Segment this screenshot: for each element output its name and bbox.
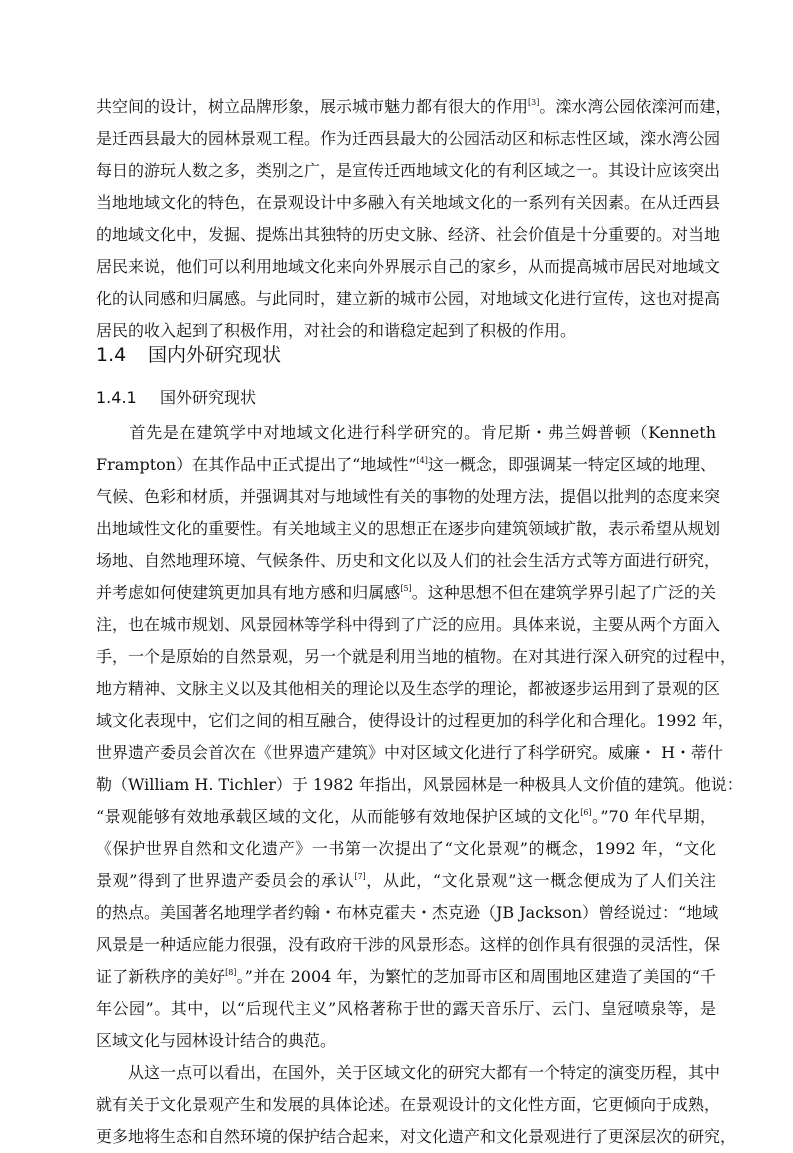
line-text-continued: 。”并在 2004 年，为繁忙的芝加哥市区和周围地区建造了美国的“千 — [236, 967, 716, 986]
line-text: 就有关于文化景观产生和发展的具体论述。在景观设计的文化性方面，它更倾向于成熟， — [96, 1095, 721, 1114]
line-text: 风景是一种适应能力很强，没有政府干涉的风景形态。这样的创作具有很强的灵活性，保 — [96, 935, 721, 954]
line-text: 是迁西县最大的园林景观工程。作为迁西县最大的公园活动区和标志性区域，滦水湾公园 — [96, 129, 721, 148]
line-text: 当地地域文化的特色，在景观设计中多融入有关地域文化的一系列有关因素。在从迁西县 — [96, 193, 721, 212]
line-text: 区域文化与园林设计结合的典范。 — [96, 1031, 337, 1050]
text-line — [96, 737, 724, 769]
line-text: 地方精神、文脉主义以及其他相关的理论以及生态学的理论，都被逐步运用到了景观的区 — [96, 679, 721, 698]
citation-marker: [6] — [580, 808, 592, 817]
text-line — [96, 123, 721, 155]
text-line — [96, 769, 743, 801]
text-line — [96, 833, 716, 865]
text-line — [96, 1089, 721, 1121]
text-line — [96, 609, 721, 641]
citation-marker: [3] — [528, 98, 540, 107]
line-text: 气候、色彩和材质，并强调其对与地域性有关的事物的处理方法，提倡以批判的态度来突 — [96, 487, 721, 506]
text-line — [96, 219, 721, 251]
line-text-continued: 。滦水湾公园依滦河而建， — [539, 97, 732, 116]
text-line — [96, 251, 721, 283]
text-line — [96, 1121, 737, 1153]
subsection-title: 国外研究现状 — [160, 388, 257, 407]
line-text: 《保护世界自然和文化遗产》一书第一次提出了“文化景观”的概念，1992 年，“文化 — [96, 839, 716, 858]
line-text: 域文化表现中，它们之间的相互融合，使得设计的过程更加的科学化和合理化。1992 年， — [96, 711, 734, 730]
line-text-continued: 。”70 年代早期， — [591, 807, 716, 826]
line-text: 每日的游玩人数之多，类别之广，是宣传迁西地域文化的有利区域之一。其设计应该突出 — [96, 161, 721, 180]
text-line — [96, 801, 716, 833]
text-line — [96, 283, 721, 315]
line-text: 手，一个是原始的自然景观，另一个就是利用当地的植物。在对其进行深入研究的过程中， — [96, 647, 737, 666]
line-text: 化的认同感和归属感。与此同时，建立新的城市公园，对地域文化进行宣传，这也对提高 — [96, 289, 721, 308]
text-line — [96, 449, 716, 481]
text-line — [96, 91, 732, 123]
text-line — [96, 993, 716, 1025]
line-text: 勒（William H. Tichler）于 1982 年指出，风景园林是一种极具人文价值的建筑。他说： — [96, 775, 743, 794]
text-line — [96, 1025, 716, 1057]
line-text: “景观能够有效地承载区域的文化，从而能够有效地保护区域的文化 — [96, 807, 581, 826]
line-text: 更多地将生态和自然环境的保护结合起来，对文化遗产和文化景观进行了更深层次的研究， — [96, 1127, 737, 1146]
text-line — [96, 481, 721, 513]
line-text: 共空间的设计，树立品牌形象，展示城市魅力都有很大的作用 — [96, 97, 529, 116]
line-text: 居民的收入起到了积极作用，对社会的和谐稳定起到了积极的作用。 — [96, 321, 577, 340]
text-line — [96, 513, 721, 545]
text-line — [96, 705, 734, 737]
section-number: 1.4 — [96, 344, 127, 366]
subsection-number: 1.4.1 — [96, 388, 137, 407]
line-text-continued: 。这种思想不但在建筑学界引起了广泛的关 — [411, 583, 716, 602]
line-text: 的热点。美国著名地理学者约翰・布林克霍夫・杰克逊（JB Jackson）曾经说过：“地域 — [96, 903, 719, 922]
line-text: Frampton）在其作品中正式提出了“地域性” — [96, 455, 417, 474]
line-text: 并考虑如何使建筑更加具有地方感和归属感 — [96, 583, 401, 602]
text-line — [96, 929, 721, 961]
subsection-heading-1-4-1 — [96, 384, 256, 412]
line-text-continued: 这一概念，即强调某一特定区域的地理、 — [427, 455, 716, 474]
citation-marker: [7] — [354, 872, 366, 881]
line-text: 从这一点可以看出，在国外，关于区域文化的研究大都有一个特定的演变历程，其中 — [96, 1063, 721, 1082]
text-line — [96, 417, 716, 449]
text-line — [96, 187, 721, 219]
text-line — [96, 1057, 721, 1089]
citation-marker: [8] — [225, 968, 237, 977]
citation-marker: [4] — [416, 456, 428, 465]
line-text: 世界遗产委员会首次在《世界遗产建筑》中对区域文化进行了科学研究。威廉・ H・蒂什 — [96, 743, 724, 762]
text-line — [96, 577, 716, 609]
text-line — [96, 641, 737, 673]
line-text: 居民来说，他们可以利用地域文化来向外界展示自己的家乡，从而提高城市居民对地域文 — [96, 257, 721, 276]
line-text: 景观”得到了世界遗产委员会的承认 — [96, 871, 355, 890]
text-line — [96, 673, 721, 705]
text-line — [96, 961, 716, 993]
section-1-3-tail-paragraph — [96, 91, 732, 347]
line-text: 证了新秩序的美好 — [96, 967, 226, 986]
text-line — [96, 155, 721, 187]
text-line — [96, 865, 716, 897]
line-text: 首先是在建筑学中对地域文化进行科学研究的。肯尼斯・弗兰姆普顿（Kenneth — [96, 423, 716, 442]
foreign-research-paragraph-2 — [96, 1057, 737, 1153]
section-heading-1-4 — [96, 340, 281, 370]
text-line — [96, 545, 721, 577]
text-line — [96, 897, 719, 929]
line-text: 的地域文化中，发掘、提炼出其独特的历史文脉、经济、社会价值是十分重要的。对当地 — [96, 225, 721, 244]
line-text: 场地、自然地理环境、气候条件、历史和文化以及人们的社会生活方式等方面进行研究， — [96, 551, 721, 570]
foreign-research-paragraph-1 — [96, 417, 743, 1057]
line-text: 年公园”。其中，以“后现代主义”风格著称于世的露天音乐厅、云门、皇冠喷泉等，是 — [96, 999, 716, 1018]
line-text: 出地域性文化的重要性。有关地域主义的思想正在逐步向建筑领域扩散，表示希望从规划 — [96, 519, 721, 538]
citation-marker: [5] — [400, 584, 412, 593]
section-title: 国内外研究现状 — [148, 344, 282, 366]
line-text-continued: ，从此，“文化景观”这一概念便成为了人们关注 — [365, 871, 716, 890]
line-text: 注，也在城市规划、风景园林等学科中得到了广泛的应用。具体来说，主要从两个方面入 — [96, 615, 721, 634]
